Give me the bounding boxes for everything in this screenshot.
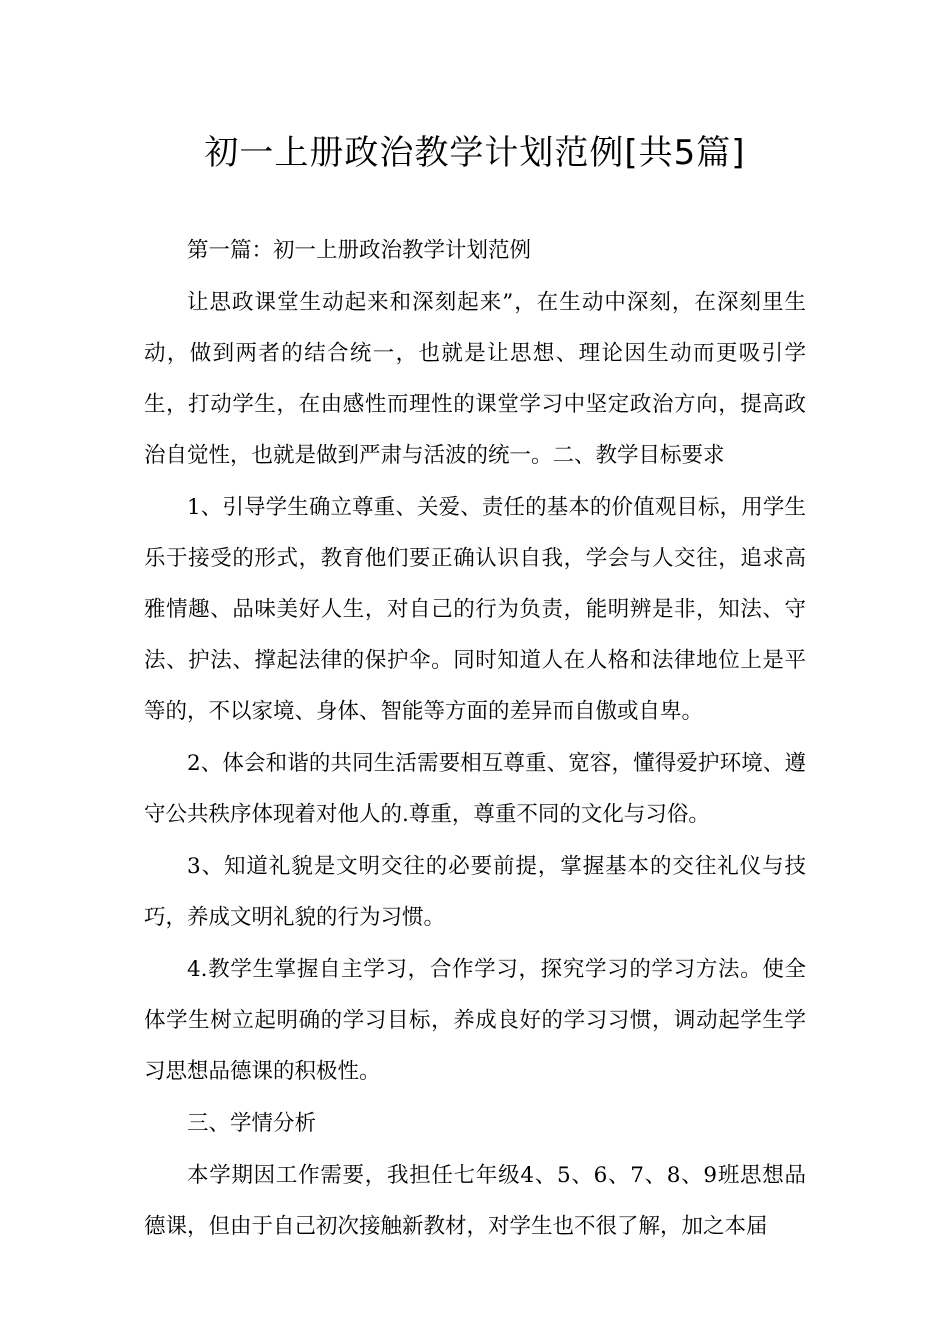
- paragraph-intro: 让思政课堂生动起来和深刻起来”，在生动中深刻，在深刻里生动，做到两者的结合统一，也就是让思想、理论因生动而更吸引学生，打动学生，在由感性而理性的课堂学习中坚定政治方向，提高政治自觉性，也就是做到严肃与活波的统一。二、教学目标要求: [144, 290, 806, 468]
- paragraph-section-heading-3: 三、学情分析: [187, 1111, 317, 1136]
- paragraph-goal-3: 3、知道礼貌是文明交往的必要前提，掌握基本的交往礼仪与技巧，养成文明礼貌的行为习惯。: [144, 854, 806, 930]
- paragraph-goal-1: 1、引导学生确立尊重、关爱、责任的基本的价值观目标，用学生乐于接受的形式，教育他们要正确认识自我，学会与人交往，追求高雅情趣、品味美好人生，对自己的行为负责，能明辨是非，知法、守法、护法、撑起法律的保护伞。同时知道人在人格和法律地位上是平等的，不以家境、身体、智能等方面的差异而自傲或自卑。: [144, 495, 806, 724]
- document-body: [144, 225, 806, 1253]
- paragraph-goal-4: 4.教学生掌握自主学习，合作学习，探究学习的学习方法。使全体学生树立起明确的学习目标，养成良好的学习习惯，调动起学生学习思想品德课的积极性。: [144, 957, 806, 1084]
- paragraph-section-heading-1: 第一篇：初一上册政治教学计划范例: [187, 238, 532, 263]
- paragraph-goal-2: 2、体会和谐的共同生活需要相互尊重、宽容，懂得爱护环境、遵守公共秩序体现着对他人的.尊重，尊重不同的文化与习俗。: [144, 751, 806, 827]
- paragraph-analysis: 本学期因工作需要，我担任七年级4、5、6、7、8、9班思想品德课，但由于自己初次接触新教材，对学生也不很了解，加之本届: [144, 1163, 806, 1239]
- document-title: 初一上册政治教学计划范例[共5篇]: [204, 133, 746, 173]
